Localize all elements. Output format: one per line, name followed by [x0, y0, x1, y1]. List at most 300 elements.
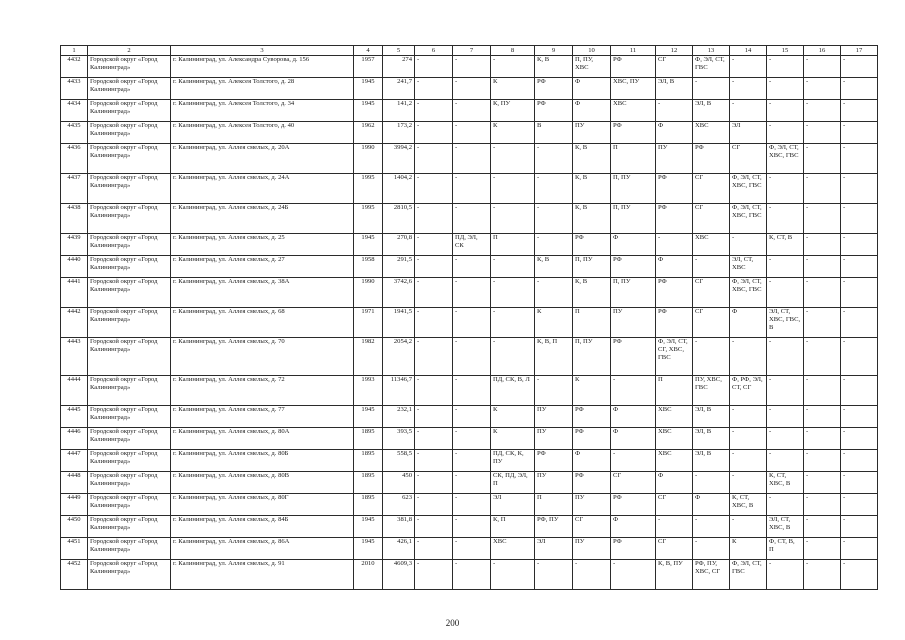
table-cell: 2810,5: [383, 204, 415, 234]
table-cell: -: [453, 308, 491, 338]
table-header-row: [61, 46, 878, 56]
table-cell: 4440: [61, 256, 88, 278]
table-cell: г. Калининград, ул. Алексея Толстого, д. 28: [171, 78, 354, 100]
table-cell: Городской округ «Город Калининград»: [88, 174, 171, 204]
table-cell: Ф: [573, 100, 611, 122]
table-cell: РФ: [611, 122, 656, 144]
table-cell: -: [656, 516, 693, 538]
table-cell: -: [804, 406, 841, 428]
table-cell: -: [656, 100, 693, 122]
table-cell: -: [535, 376, 573, 406]
table-cell: К: [573, 376, 611, 406]
page-number: 200: [445, 618, 460, 628]
table-cell: -: [841, 100, 878, 122]
table-cell: 1895: [354, 450, 383, 472]
header-cell: 15: [767, 46, 804, 56]
table-cell: ЭЛ: [730, 122, 767, 144]
table-cell: -: [415, 122, 453, 144]
table-cell: ПУ, ХВС, ГВС: [693, 376, 730, 406]
table-cell: Городской округ «Город Калининград»: [88, 516, 171, 538]
table-cell: -: [453, 538, 491, 560]
table-cell: -: [453, 256, 491, 278]
table-cell: ПД, ЭЛ, СК: [453, 234, 491, 256]
table-cell: ЭЛ, В: [693, 450, 730, 472]
table-cell: -: [767, 256, 804, 278]
table-cell: -: [535, 234, 573, 256]
table-cell: К: [491, 406, 535, 428]
table-cell: -: [841, 78, 878, 100]
table-cell: -: [804, 100, 841, 122]
table-cell: -: [491, 204, 535, 234]
table-cell: Ф, ЭЛ, СТ, ГВС: [730, 560, 767, 590]
table-cell: -: [415, 204, 453, 234]
table-cell: 4438: [61, 204, 88, 234]
table-cell: Ф: [730, 308, 767, 338]
table-cell: П: [535, 494, 573, 516]
table-cell: ПД, СК, К, ПУ: [491, 450, 535, 472]
table-cell: ХВС: [491, 538, 535, 560]
table-row: [61, 278, 878, 308]
header-cell: 14: [730, 46, 767, 56]
table-cell: -: [453, 560, 491, 590]
table-cell: 4432: [61, 56, 88, 78]
table-cell: г. Калининград, ул. Аллея смелых, д. 80Г: [171, 494, 354, 516]
table-row: [61, 204, 878, 234]
header-cell: 3: [171, 46, 354, 56]
table-cell: -: [730, 406, 767, 428]
table-row: [61, 376, 878, 406]
table-cell: 4445: [61, 406, 88, 428]
table-cell: -: [841, 376, 878, 406]
header-cell: 9: [535, 46, 573, 56]
table-cell: СГ: [693, 174, 730, 204]
table-cell: Ф: [611, 234, 656, 256]
table-cell: г. Калининград, ул. Аллея смелых, д. 27: [171, 256, 354, 278]
table-cell: ЭЛ, В: [693, 406, 730, 428]
table-cell: -: [841, 174, 878, 204]
table-cell: -: [415, 376, 453, 406]
table-cell: ЭЛ: [491, 494, 535, 516]
table-cell: г. Калининград, ул. Аллея смелых, д. 24Б: [171, 204, 354, 234]
table-cell: РФ: [535, 78, 573, 100]
table-cell: Городской округ «Город Калининград»: [88, 494, 171, 516]
table-cell: К, СТ, В: [767, 234, 804, 256]
table-cell: г. Калининград, ул. Аллея смелых, д. 20А: [171, 144, 354, 174]
table-cell: 1990: [354, 278, 383, 308]
table-cell: 1941,5: [383, 308, 415, 338]
table-row: [61, 428, 878, 450]
table-cell: -: [804, 538, 841, 560]
table-cell: Городской округ «Город Калининград»: [88, 560, 171, 590]
table-cell: -: [415, 278, 453, 308]
table-cell: Ф: [611, 428, 656, 450]
table-cell: -: [535, 174, 573, 204]
table-cell: -: [573, 560, 611, 590]
table-cell: 232,1: [383, 406, 415, 428]
table-cell: Городской округ «Город Калининград»: [88, 406, 171, 428]
table-cell: -: [415, 174, 453, 204]
table-cell: -: [693, 538, 730, 560]
table-cell: 1895: [354, 494, 383, 516]
table-cell: -: [535, 560, 573, 590]
table-cell: СГ: [611, 472, 656, 494]
table-cell: К, В: [573, 204, 611, 234]
table-cell: ХВС: [656, 406, 693, 428]
table-cell: -: [453, 122, 491, 144]
table-cell: г. Калининград, ул. Аллея смелых, д. 70: [171, 338, 354, 376]
table-cell: РФ: [573, 472, 611, 494]
header-cell: 8: [491, 46, 535, 56]
table-cell: ЭЛ: [535, 538, 573, 560]
table-row: [61, 56, 878, 78]
table-cell: -: [453, 494, 491, 516]
table-cell: -: [767, 122, 804, 144]
table-cell: ХВС: [656, 428, 693, 450]
table-cell: -: [453, 56, 491, 78]
table-cell: -: [730, 516, 767, 538]
table-cell: -: [841, 450, 878, 472]
table-cell: Ф: [656, 122, 693, 144]
table-cell: Ф, ЭЛ, СТ, ГВС: [693, 56, 730, 78]
table-cell: -: [804, 204, 841, 234]
header-cell: 1: [61, 46, 88, 56]
table-cell: К, В: [573, 144, 611, 174]
table-cell: 3994,2: [383, 144, 415, 174]
housing-table: [60, 45, 878, 590]
table-cell: К, СТ, ХВС, В: [730, 494, 767, 516]
header-cell: 12: [656, 46, 693, 56]
header-cell: 11: [611, 46, 656, 56]
table-cell: -: [453, 204, 491, 234]
table-cell: г. Калининград, ул. Аллея смелых, д. 80В: [171, 472, 354, 494]
table-cell: 4442: [61, 308, 88, 338]
table-cell: ХВС, ПУ: [611, 78, 656, 100]
table-cell: -: [804, 256, 841, 278]
table-cell: Городской округ «Город Калининград»: [88, 338, 171, 376]
table-row: [61, 122, 878, 144]
table-cell: 4447: [61, 450, 88, 472]
table-cell: 4441: [61, 278, 88, 308]
table-cell: Ф: [573, 450, 611, 472]
table-cell: Городской округ «Город Калининград»: [88, 428, 171, 450]
table-cell: Ф, ЭЛ, СТ, ХВС, ГВС: [730, 278, 767, 308]
table-cell: ЭЛ, В: [693, 428, 730, 450]
table-cell: 426,1: [383, 538, 415, 560]
table-cell: -: [841, 122, 878, 144]
table-cell: -: [415, 494, 453, 516]
table-cell: -: [804, 376, 841, 406]
table-cell: П, ПУ: [611, 174, 656, 204]
table-cell: -: [415, 308, 453, 338]
table-cell: Городской округ «Город Калининград»: [88, 538, 171, 560]
table-cell: -: [693, 256, 730, 278]
table-cell: -: [415, 428, 453, 450]
table-cell: -: [841, 204, 878, 234]
table-cell: 4434: [61, 100, 88, 122]
table-cell: -: [611, 560, 656, 590]
table-cell: К, В: [573, 278, 611, 308]
table-cell: РФ: [573, 428, 611, 450]
table-cell: -: [415, 338, 453, 376]
table-cell: РФ: [611, 538, 656, 560]
table-cell: -: [804, 450, 841, 472]
table-cell: 241,7: [383, 78, 415, 100]
table-cell: К: [491, 122, 535, 144]
table-cell: СК, ПД, ЭЛ, П: [491, 472, 535, 494]
table-cell: -: [804, 278, 841, 308]
table-cell: 1945: [354, 234, 383, 256]
table-cell: -: [693, 338, 730, 376]
table-cell: РФ, ПУ: [535, 516, 573, 538]
header-cell: 13: [693, 46, 730, 56]
table-cell: -: [656, 234, 693, 256]
header-cell: 4: [354, 46, 383, 56]
table-cell: Городской округ «Город Калининград»: [88, 450, 171, 472]
table-row: [61, 406, 878, 428]
table-cell: СГ: [573, 516, 611, 538]
table-cell: Ф: [611, 516, 656, 538]
table-cell: -: [841, 428, 878, 450]
table-cell: 3742,6: [383, 278, 415, 308]
header-cell: 16: [804, 46, 841, 56]
table-cell: РФ: [656, 204, 693, 234]
table-cell: -: [804, 234, 841, 256]
table-cell: -: [535, 278, 573, 308]
table-cell: ЭЛ, В: [656, 78, 693, 100]
table-cell: ПУ: [535, 428, 573, 450]
table-cell: Ф: [656, 256, 693, 278]
table-cell: -: [804, 78, 841, 100]
table-cell: -: [804, 122, 841, 144]
header-cell: 7: [453, 46, 491, 56]
table-cell: г. Калининград, ул. Аллея смелых, д. 38А: [171, 278, 354, 308]
table-row: [61, 256, 878, 278]
table-cell: К, В: [535, 256, 573, 278]
table-cell: 4433: [61, 78, 88, 100]
table-cell: ПУ: [573, 494, 611, 516]
table-cell: Городской округ «Город Калининград»: [88, 78, 171, 100]
table-cell: К, П: [491, 516, 535, 538]
table-cell: -: [415, 560, 453, 590]
table-cell: ПУ: [535, 472, 573, 494]
table-cell: -: [730, 100, 767, 122]
table-cell: -: [453, 78, 491, 100]
table-cell: -: [453, 472, 491, 494]
table-cell: Городской округ «Город Калининград»: [88, 56, 171, 78]
table-cell: -: [491, 56, 535, 78]
table-cell: -: [841, 278, 878, 308]
table-cell: 381,8: [383, 516, 415, 538]
header-cell: 17: [841, 46, 878, 56]
table-row: [61, 100, 878, 122]
table-cell: К: [730, 538, 767, 560]
table-cell: 4448: [61, 472, 88, 494]
table-cell: 4446: [61, 428, 88, 450]
table-cell: СГ: [693, 204, 730, 234]
table-row: [61, 494, 878, 516]
table-cell: 1945: [354, 78, 383, 100]
table-cell: 4609,3: [383, 560, 415, 590]
table-row: [61, 78, 878, 100]
table-cell: -: [491, 174, 535, 204]
table-cell: 4449: [61, 494, 88, 516]
table-cell: г. Калининград, ул. Аллея смелых, д. 72: [171, 376, 354, 406]
table-cell: -: [804, 516, 841, 538]
table-cell: ХВС: [611, 100, 656, 122]
table-cell: г. Калининград, ул. Аллея смелых, д. 84Б: [171, 516, 354, 538]
table-cell: 1404,2: [383, 174, 415, 204]
table-cell: 270,8: [383, 234, 415, 256]
table-row: [61, 338, 878, 376]
table-cell: г. Калининград, ул. Алексея Толстого, д. 40: [171, 122, 354, 144]
table-cell: -: [841, 234, 878, 256]
table-cell: -: [767, 428, 804, 450]
table-cell: -: [693, 78, 730, 100]
table-cell: РФ: [573, 406, 611, 428]
table-cell: РФ: [535, 450, 573, 472]
table-cell: П: [656, 376, 693, 406]
table-cell: Городской округ «Город Калининград»: [88, 308, 171, 338]
table-cell: -: [730, 428, 767, 450]
table-cell: -: [841, 538, 878, 560]
table-cell: -: [453, 450, 491, 472]
table-cell: 1895: [354, 472, 383, 494]
table-cell: -: [491, 560, 535, 590]
table-cell: 11346,7: [383, 376, 415, 406]
table-cell: 4437: [61, 174, 88, 204]
table-cell: -: [415, 450, 453, 472]
table-cell: К, ПУ: [491, 100, 535, 122]
table-cell: -: [841, 56, 878, 78]
table-cell: К: [491, 78, 535, 100]
table-cell: -: [767, 204, 804, 234]
table-cell: -: [491, 338, 535, 376]
table-cell: ЭЛ, В: [693, 100, 730, 122]
table-cell: ЭЛ, СТ, ХВС: [730, 256, 767, 278]
table-cell: -: [415, 144, 453, 174]
table-cell: -: [453, 428, 491, 450]
table-cell: РФ: [693, 144, 730, 174]
table-cell: -: [730, 338, 767, 376]
header-cell: 10: [573, 46, 611, 56]
table-cell: В: [535, 122, 573, 144]
table-row: [61, 144, 878, 174]
table-cell: -: [453, 338, 491, 376]
table-row: [61, 472, 878, 494]
table-cell: -: [730, 56, 767, 78]
table-cell: 4436: [61, 144, 88, 174]
table-cell: РФ: [611, 494, 656, 516]
table-cell: П, ПУ: [573, 256, 611, 278]
table-cell: 1945: [354, 406, 383, 428]
table-cell: 2010: [354, 560, 383, 590]
table-cell: -: [841, 406, 878, 428]
table-cell: -: [693, 516, 730, 538]
table-cell: -: [767, 78, 804, 100]
table-cell: -: [415, 538, 453, 560]
table-cell: Ф, РФ, ЭЛ, СТ, СГ: [730, 376, 767, 406]
table-cell: 4443: [61, 338, 88, 376]
table-cell: Городской округ «Город Калининград»: [88, 100, 171, 122]
table-cell: 4452: [61, 560, 88, 590]
table-cell: К: [491, 428, 535, 450]
table-cell: -: [730, 472, 767, 494]
table-cell: 1962: [354, 122, 383, 144]
table-cell: г. Калининград, ул. Аллея смелых, д. 68: [171, 308, 354, 338]
table-cell: Городской округ «Город Калининград»: [88, 256, 171, 278]
table-cell: -: [611, 376, 656, 406]
table-cell: -: [841, 144, 878, 174]
table-cell: -: [804, 494, 841, 516]
table-cell: -: [767, 406, 804, 428]
table-cell: СГ: [693, 308, 730, 338]
table-cell: П: [573, 308, 611, 338]
table-cell: Городской округ «Город Калининград»: [88, 234, 171, 256]
table-cell: -: [693, 472, 730, 494]
table-cell: ПД, СК, В, Л: [491, 376, 535, 406]
table-cell: 173,2: [383, 122, 415, 144]
header-cell: 2: [88, 46, 171, 56]
table-cell: 1990: [354, 144, 383, 174]
table-cell: ПУ: [535, 406, 573, 428]
table-cell: РФ: [611, 56, 656, 78]
table-cell: К, В: [573, 174, 611, 204]
table-cell: -: [535, 204, 573, 234]
table-cell: -: [767, 494, 804, 516]
header-cell: 6: [415, 46, 453, 56]
table-cell: РФ: [611, 256, 656, 278]
table-cell: Ф: [573, 78, 611, 100]
table-cell: -: [415, 406, 453, 428]
table-cell: -: [841, 256, 878, 278]
table-cell: -: [804, 56, 841, 78]
table-cell: -: [491, 278, 535, 308]
table-cell: -: [767, 174, 804, 204]
table-cell: -: [804, 472, 841, 494]
table-cell: 1995: [354, 204, 383, 234]
table-cell: г. Калининград, ул. Аллея смелых, д. 77: [171, 406, 354, 428]
table-cell: П, ПУ: [611, 204, 656, 234]
table-cell: -: [730, 234, 767, 256]
table-cell: СГ: [656, 538, 693, 560]
table-cell: -: [804, 174, 841, 204]
table-cell: 1971: [354, 308, 383, 338]
table-cell: 274: [383, 56, 415, 78]
table-cell: 2054,2: [383, 338, 415, 376]
table-cell: -: [415, 100, 453, 122]
table-cell: ПУ: [656, 144, 693, 174]
table-cell: 1945: [354, 100, 383, 122]
table-cell: Городской округ «Город Калининград»: [88, 204, 171, 234]
table-cell: -: [491, 256, 535, 278]
table-cell: ПУ: [611, 308, 656, 338]
table-cell: г. Калининград, ул. Аллея смелых, д. 24А: [171, 174, 354, 204]
table-cell: Ф: [693, 494, 730, 516]
table-cell: -: [415, 234, 453, 256]
table-cell: -: [767, 56, 804, 78]
table-cell: -: [491, 308, 535, 338]
table-cell: П, ПУ: [611, 278, 656, 308]
table-cell: -: [841, 560, 878, 590]
table-cell: -: [415, 516, 453, 538]
table-cell: 4451: [61, 538, 88, 560]
table-cell: РФ: [573, 234, 611, 256]
table-cell: -: [730, 450, 767, 472]
table-cell: Городской округ «Город Калининград»: [88, 472, 171, 494]
table-cell: г. Калининград, ул. Александра Суворова, д. 156: [171, 56, 354, 78]
table-cell: 1895: [354, 428, 383, 450]
table-cell: Городской округ «Город Калининград»: [88, 122, 171, 144]
